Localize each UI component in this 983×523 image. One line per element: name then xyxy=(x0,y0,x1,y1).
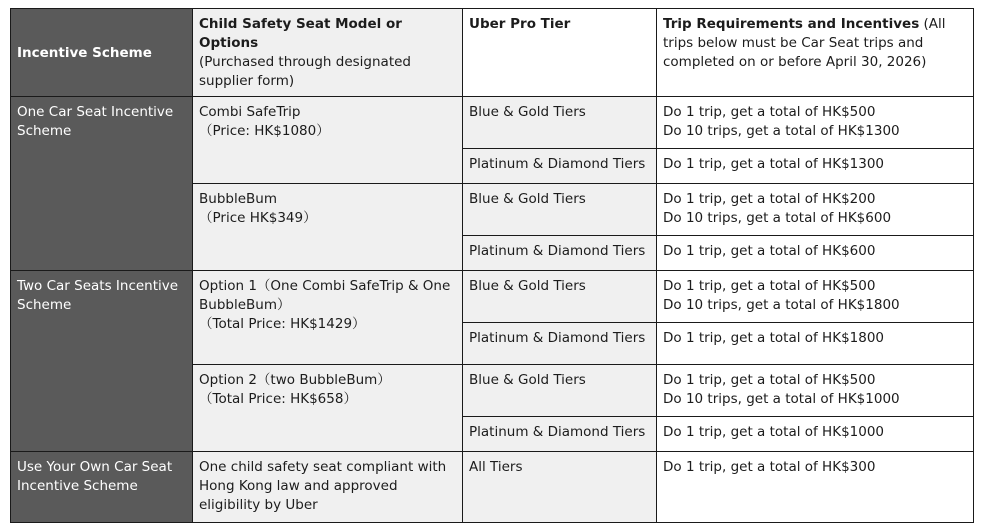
seat-model-price: （Total Price: HK$1429） xyxy=(199,316,366,332)
tier-cell: All Tiers xyxy=(463,452,657,523)
tier-cell: Platinum & Diamond Tiers xyxy=(463,149,657,184)
header-trip-requirements xyxy=(657,9,974,97)
requirement-line: Do 1 trip, get a total of HK$1300 xyxy=(663,156,885,172)
requirement-line: Do 1 trip, get a total of HK$300 xyxy=(663,459,876,475)
requirement-cell xyxy=(657,149,974,184)
requirement-line: Do 10 trips, get a total of HK$600 xyxy=(663,210,892,226)
requirement-cell xyxy=(657,452,974,523)
requirement-cell xyxy=(657,236,974,271)
requirement-line: Do 10 trips, get a total of HK$1000 xyxy=(663,391,900,407)
requirement-line: Do 1 trip, get a total of HK$1000 xyxy=(663,424,885,440)
requirement-line: Do 10 trips, get a total of HK$1300 xyxy=(663,123,900,139)
requirement-line: Do 1 trip, get a total of HK$600 xyxy=(663,243,876,259)
header-seat-model-title: Child Safety Seat Model or Options xyxy=(199,16,402,51)
header-uber-pro-tier xyxy=(463,9,657,97)
seat-model-price: （Total Price: HK$658） xyxy=(199,391,357,407)
scheme-cell: One Car Seat Incentive Scheme xyxy=(11,97,193,271)
header-seat-model xyxy=(193,9,463,97)
seat-model-name: BubbleBum xyxy=(199,191,277,207)
seat-model-cell xyxy=(193,452,463,523)
seat-model-cell xyxy=(193,97,463,184)
seat-model-cell xyxy=(193,271,463,365)
header-trip-requirements-title: Trip Requirements and Incentives xyxy=(663,16,920,32)
header-incentive-scheme: Incentive Scheme xyxy=(11,9,193,97)
tier-cell: Blue & Gold Tiers xyxy=(463,97,657,149)
requirement-cell xyxy=(657,417,974,452)
seat-model-name: Option 2（two BubbleBum） xyxy=(199,372,391,388)
tier-cell: Blue & Gold Tiers xyxy=(463,184,657,236)
requirement-line: Do 1 trip, get a total of HK$500 xyxy=(663,278,876,294)
requirement-line: Do 1 trip, get a total of HK$500 xyxy=(663,104,876,120)
seat-model-name: Combi SafeTrip xyxy=(199,104,301,120)
requirement-cell xyxy=(657,97,974,149)
tier-cell: Blue & Gold Tiers xyxy=(463,271,657,323)
seat-model-price: （Price HK$349） xyxy=(199,210,317,226)
scheme-cell: Two Car Seats Incentive Scheme xyxy=(11,271,193,452)
requirement-cell xyxy=(657,271,974,323)
requirement-cell xyxy=(657,184,974,236)
tier-cell: Blue & Gold Tiers xyxy=(463,365,657,417)
requirement-cell xyxy=(657,323,974,365)
seat-model-name: Option 1（One Combi SafeTrip & One BubbleBum） xyxy=(199,278,451,313)
header-tier-title: Uber Pro Tier xyxy=(469,16,571,32)
seat-model-cell xyxy=(193,184,463,271)
table-row xyxy=(11,271,974,323)
seat-model-price: （Price: HK$1080） xyxy=(199,123,330,139)
requirement-line: Do 1 trip, get a total of HK$200 xyxy=(663,191,876,207)
tier-cell: Platinum & Diamond Tiers xyxy=(463,417,657,452)
header-trip-requirements-note: (All trips below must be Car Seat trips and completed on or before April 30, 2026) xyxy=(663,16,946,70)
seat-model-cell xyxy=(193,365,463,452)
requirement-line: Do 10 trips, get a total of HK$1800 xyxy=(663,297,900,313)
requirement-cell xyxy=(657,365,974,417)
scheme-cell: Use Your Own Car Seat Incentive Scheme xyxy=(11,452,193,523)
requirement-line: Do 1 trip, get a total of HK$1800 xyxy=(663,330,885,346)
table-row xyxy=(11,97,974,149)
seat-model-name: One child safety seat compliant with Hong Kong law and approved eligibility by Uber xyxy=(199,459,447,513)
tier-cell: Platinum & Diamond Tiers xyxy=(463,236,657,271)
requirement-line: Do 1 trip, get a total of HK$500 xyxy=(663,372,876,388)
tier-cell: Platinum & Diamond Tiers xyxy=(463,323,657,365)
table-row xyxy=(11,452,974,523)
header-seat-model-note: (Purchased through designated supplier form) xyxy=(199,54,411,89)
incentive-table xyxy=(10,8,974,523)
header-row xyxy=(11,9,974,97)
